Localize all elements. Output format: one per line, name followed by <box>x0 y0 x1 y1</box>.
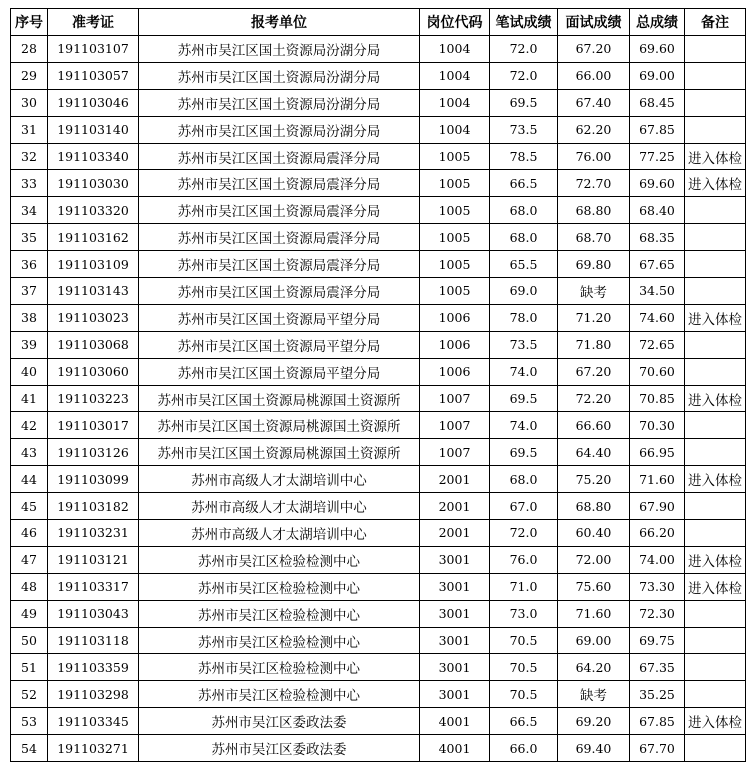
cell-total-score: 67.90 <box>630 493 685 520</box>
cell-unit: 苏州市吴江区国土资源局震泽分局 <box>139 143 420 170</box>
cell-unit: 苏州市吴江区国土资源局桃源国土资源所 <box>139 412 420 439</box>
cell-exam-id: 191103223 <box>48 385 139 412</box>
cell-written-score: 65.5 <box>490 251 558 278</box>
cell-total-score: 68.35 <box>630 224 685 251</box>
cell-written-score: 72.0 <box>490 62 558 89</box>
cell-total-score: 69.75 <box>630 627 685 654</box>
table-row <box>11 708 746 735</box>
cell-unit: 苏州市吴江区检验检测中心 <box>139 627 420 654</box>
table-row <box>11 600 746 627</box>
cell-exam-id: 191103162 <box>48 224 139 251</box>
cell-interview-score: 69.20 <box>558 708 630 735</box>
cell-exam-id: 191103271 <box>48 735 139 762</box>
table-row <box>11 573 746 600</box>
cell-unit: 苏州市吴江区国土资源局震泽分局 <box>139 170 420 197</box>
cell-total-score: 70.60 <box>630 358 685 385</box>
cell-remarks <box>685 681 746 708</box>
table-row <box>11 89 746 116</box>
cell-interview-score: 66.00 <box>558 62 630 89</box>
cell-seq: 45 <box>11 493 48 520</box>
cell-exam-id: 191103126 <box>48 439 139 466</box>
cell-interview-score: 71.60 <box>558 600 630 627</box>
cell-total-score: 69.60 <box>630 36 685 63</box>
table-body <box>11 36 746 762</box>
cell-remarks <box>685 439 746 466</box>
cell-interview-score: 62.20 <box>558 116 630 143</box>
cell-interview-score: 72.70 <box>558 170 630 197</box>
cell-exam-id: 191103231 <box>48 520 139 547</box>
header-exam-id: 准考证 <box>48 9 139 36</box>
table-row <box>11 304 746 331</box>
cell-position-code: 1005 <box>420 278 490 305</box>
cell-exam-id: 191103317 <box>48 573 139 600</box>
cell-seq: 38 <box>11 304 48 331</box>
cell-position-code: 1007 <box>420 439 490 466</box>
cell-unit: 苏州市吴江区国土资源局震泽分局 <box>139 224 420 251</box>
cell-interview-score: 75.20 <box>558 466 630 493</box>
cell-total-score: 71.60 <box>630 466 685 493</box>
table-row <box>11 170 746 197</box>
cell-total-score: 72.30 <box>630 600 685 627</box>
cell-written-score: 76.0 <box>490 546 558 573</box>
cell-total-score: 74.00 <box>630 546 685 573</box>
cell-position-code: 3001 <box>420 654 490 681</box>
cell-remarks <box>685 197 746 224</box>
cell-exam-id: 191103320 <box>48 197 139 224</box>
table-row <box>11 681 746 708</box>
cell-remarks <box>685 89 746 116</box>
cell-position-code: 1005 <box>420 197 490 224</box>
table-row <box>11 62 746 89</box>
cell-unit: 苏州市吴江区检验检测中心 <box>139 573 420 600</box>
cell-interview-score: 60.40 <box>558 520 630 547</box>
cell-interview-score: 67.20 <box>558 358 630 385</box>
cell-total-score: 35.25 <box>630 681 685 708</box>
cell-total-score: 73.30 <box>630 573 685 600</box>
header-written-score: 笔试成绩 <box>490 9 558 36</box>
cell-remarks <box>685 224 746 251</box>
cell-unit: 苏州市吴江区国土资源局平望分局 <box>139 331 420 358</box>
cell-position-code: 3001 <box>420 681 490 708</box>
cell-unit: 苏州市吴江区委政法委 <box>139 708 420 735</box>
cell-seq: 40 <box>11 358 48 385</box>
table-row <box>11 735 746 762</box>
table-row <box>11 385 746 412</box>
cell-seq: 32 <box>11 143 48 170</box>
header-total-score: 总成绩 <box>630 9 685 36</box>
cell-position-code: 3001 <box>420 627 490 654</box>
cell-seq: 28 <box>11 36 48 63</box>
cell-exam-id: 191103340 <box>48 143 139 170</box>
cell-seq: 30 <box>11 89 48 116</box>
cell-unit: 苏州市吴江区国土资源局汾湖分局 <box>139 62 420 89</box>
cell-exam-id: 191103118 <box>48 627 139 654</box>
cell-total-score: 67.35 <box>630 654 685 681</box>
header-remarks: 备注 <box>685 9 746 36</box>
cell-remarks: 进入体检 <box>685 466 746 493</box>
cell-exam-id: 191103182 <box>48 493 139 520</box>
cell-interview-score: 68.80 <box>558 493 630 520</box>
table-row <box>11 412 746 439</box>
cell-written-score: 69.5 <box>490 439 558 466</box>
cell-written-score: 69.0 <box>490 278 558 305</box>
cell-unit: 苏州市吴江区国土资源局汾湖分局 <box>139 36 420 63</box>
header-interview-score: 面试成绩 <box>558 9 630 36</box>
cell-seq: 49 <box>11 600 48 627</box>
cell-position-code: 1004 <box>420 89 490 116</box>
cell-interview-score: 67.40 <box>558 89 630 116</box>
cell-unit: 苏州市吴江区国土资源局震泽分局 <box>139 197 420 224</box>
cell-position-code: 3001 <box>420 573 490 600</box>
cell-unit: 苏州市吴江区国土资源局平望分局 <box>139 304 420 331</box>
cell-position-code: 1006 <box>420 331 490 358</box>
cell-unit: 苏州市高级人才太湖培训中心 <box>139 520 420 547</box>
cell-total-score: 68.45 <box>630 89 685 116</box>
cell-remarks <box>685 331 746 358</box>
cell-written-score: 69.5 <box>490 89 558 116</box>
cell-total-score: 68.40 <box>630 197 685 224</box>
cell-interview-score: 68.80 <box>558 197 630 224</box>
cell-remarks <box>685 735 746 762</box>
cell-seq: 36 <box>11 251 48 278</box>
cell-remarks <box>685 36 746 63</box>
cell-seq: 50 <box>11 627 48 654</box>
cell-remarks <box>685 520 746 547</box>
cell-unit: 苏州市吴江区国土资源局震泽分局 <box>139 278 420 305</box>
cell-seq: 44 <box>11 466 48 493</box>
cell-total-score: 34.50 <box>630 278 685 305</box>
header-seq: 序号 <box>11 9 48 36</box>
cell-exam-id: 191103298 <box>48 681 139 708</box>
cell-position-code: 4001 <box>420 708 490 735</box>
table-row <box>11 36 746 63</box>
cell-unit: 苏州市吴江区国土资源局震泽分局 <box>139 251 420 278</box>
cell-position-code: 2001 <box>420 466 490 493</box>
cell-remarks <box>685 493 746 520</box>
table-row <box>11 278 746 305</box>
header-unit: 报考单位 <box>139 9 420 36</box>
table-row <box>11 224 746 251</box>
table-row <box>11 439 746 466</box>
cell-remarks: 进入体检 <box>685 304 746 331</box>
table-row <box>11 251 746 278</box>
cell-position-code: 1004 <box>420 36 490 63</box>
cell-written-score: 70.5 <box>490 654 558 681</box>
cell-written-score: 71.0 <box>490 573 558 600</box>
cell-seq: 37 <box>11 278 48 305</box>
cell-exam-id: 191103140 <box>48 116 139 143</box>
cell-written-score: 67.0 <box>490 493 558 520</box>
cell-unit: 苏州市吴江区检验检测中心 <box>139 546 420 573</box>
cell-written-score: 73.0 <box>490 600 558 627</box>
cell-written-score: 72.0 <box>490 520 558 547</box>
cell-exam-id: 191103359 <box>48 654 139 681</box>
cell-position-code: 3001 <box>420 600 490 627</box>
cell-exam-id: 191103109 <box>48 251 139 278</box>
cell-unit: 苏州市吴江区国土资源局桃源国土资源所 <box>139 385 420 412</box>
cell-total-score: 70.85 <box>630 385 685 412</box>
cell-interview-score: 67.20 <box>558 36 630 63</box>
cell-total-score: 66.95 <box>630 439 685 466</box>
cell-written-score: 74.0 <box>490 358 558 385</box>
cell-position-code: 1007 <box>420 412 490 439</box>
cell-written-score: 70.5 <box>490 681 558 708</box>
table-row <box>11 197 746 224</box>
cell-exam-id: 191103060 <box>48 358 139 385</box>
cell-unit: 苏州市吴江区国土资源局平望分局 <box>139 358 420 385</box>
cell-total-score: 66.20 <box>630 520 685 547</box>
cell-interview-score: 64.20 <box>558 654 630 681</box>
cell-remarks <box>685 654 746 681</box>
cell-remarks <box>685 251 746 278</box>
cell-unit: 苏州市吴江区检验检测中心 <box>139 681 420 708</box>
cell-remarks <box>685 278 746 305</box>
cell-position-code: 1005 <box>420 143 490 170</box>
cell-total-score: 67.85 <box>630 116 685 143</box>
cell-remarks <box>685 358 746 385</box>
cell-interview-score: 66.60 <box>558 412 630 439</box>
cell-seq: 51 <box>11 654 48 681</box>
cell-seq: 41 <box>11 385 48 412</box>
cell-interview-score: 76.00 <box>558 143 630 170</box>
cell-unit: 苏州市吴江区委政法委 <box>139 735 420 762</box>
cell-interview-score: 69.80 <box>558 251 630 278</box>
table-row <box>11 116 746 143</box>
table-row <box>11 143 746 170</box>
cell-position-code: 1005 <box>420 224 490 251</box>
cell-interview-score: 75.60 <box>558 573 630 600</box>
cell-written-score: 70.5 <box>490 627 558 654</box>
cell-unit: 苏州市高级人才太湖培训中心 <box>139 466 420 493</box>
cell-remarks <box>685 412 746 439</box>
cell-total-score: 69.60 <box>630 170 685 197</box>
cell-written-score: 78.0 <box>490 304 558 331</box>
cell-written-score: 72.0 <box>490 36 558 63</box>
cell-exam-id: 191103143 <box>48 278 139 305</box>
cell-seq: 54 <box>11 735 48 762</box>
cell-position-code: 4001 <box>420 735 490 762</box>
cell-remarks <box>685 62 746 89</box>
cell-interview-score: 68.70 <box>558 224 630 251</box>
table-row <box>11 466 746 493</box>
cell-exam-id: 191103057 <box>48 62 139 89</box>
cell-unit: 苏州市吴江区检验检测中心 <box>139 600 420 627</box>
cell-remarks: 进入体检 <box>685 546 746 573</box>
cell-exam-id: 191103068 <box>48 331 139 358</box>
cell-total-score: 67.85 <box>630 708 685 735</box>
cell-interview-score: 缺考 <box>558 278 630 305</box>
table-row <box>11 358 746 385</box>
cell-total-score: 72.65 <box>630 331 685 358</box>
cell-seq: 34 <box>11 197 48 224</box>
cell-written-score: 68.0 <box>490 224 558 251</box>
cell-seq: 39 <box>11 331 48 358</box>
cell-remarks: 进入体检 <box>685 573 746 600</box>
cell-written-score: 74.0 <box>490 412 558 439</box>
cell-remarks <box>685 116 746 143</box>
cell-interview-score: 71.20 <box>558 304 630 331</box>
cell-remarks <box>685 627 746 654</box>
cell-seq: 46 <box>11 520 48 547</box>
table-row <box>11 493 746 520</box>
cell-remarks <box>685 600 746 627</box>
cell-unit: 苏州市吴江区检验检测中心 <box>139 654 420 681</box>
table-row <box>11 654 746 681</box>
score-table <box>10 8 746 762</box>
cell-unit: 苏州市吴江区国土资源局桃源国土资源所 <box>139 439 420 466</box>
cell-seq: 43 <box>11 439 48 466</box>
cell-exam-id: 191103107 <box>48 36 139 63</box>
cell-total-score: 74.60 <box>630 304 685 331</box>
cell-position-code: 1006 <box>420 304 490 331</box>
cell-unit: 苏州市高级人才太湖培训中心 <box>139 493 420 520</box>
cell-interview-score: 71.80 <box>558 331 630 358</box>
cell-written-score: 66.5 <box>490 708 558 735</box>
cell-interview-score: 72.00 <box>558 546 630 573</box>
cell-remarks: 进入体检 <box>685 143 746 170</box>
cell-remarks: 进入体检 <box>685 170 746 197</box>
cell-seq: 42 <box>11 412 48 439</box>
cell-interview-score: 69.40 <box>558 735 630 762</box>
cell-written-score: 69.5 <box>490 385 558 412</box>
cell-seq: 35 <box>11 224 48 251</box>
cell-interview-score: 64.40 <box>558 439 630 466</box>
cell-interview-score: 缺考 <box>558 681 630 708</box>
cell-position-code: 3001 <box>420 546 490 573</box>
table-row <box>11 520 746 547</box>
cell-remarks: 进入体检 <box>685 385 746 412</box>
cell-exam-id: 191103345 <box>48 708 139 735</box>
cell-position-code: 1004 <box>420 62 490 89</box>
cell-written-score: 68.0 <box>490 197 558 224</box>
cell-written-score: 73.5 <box>490 116 558 143</box>
cell-seq: 52 <box>11 681 48 708</box>
cell-position-code: 1005 <box>420 170 490 197</box>
cell-written-score: 73.5 <box>490 331 558 358</box>
cell-written-score: 66.5 <box>490 170 558 197</box>
table-row <box>11 546 746 573</box>
cell-exam-id: 191103043 <box>48 600 139 627</box>
cell-unit: 苏州市吴江区国土资源局汾湖分局 <box>139 116 420 143</box>
header-row <box>11 9 746 36</box>
header-position-code: 岗位代码 <box>420 9 490 36</box>
cell-written-score: 66.0 <box>490 735 558 762</box>
cell-seq: 29 <box>11 62 48 89</box>
table-row <box>11 627 746 654</box>
cell-seq: 31 <box>11 116 48 143</box>
cell-remarks: 进入体检 <box>685 708 746 735</box>
cell-exam-id: 191103017 <box>48 412 139 439</box>
cell-total-score: 67.70 <box>630 735 685 762</box>
cell-total-score: 70.30 <box>630 412 685 439</box>
cell-position-code: 1005 <box>420 251 490 278</box>
table-header <box>11 9 746 36</box>
cell-position-code: 2001 <box>420 493 490 520</box>
cell-position-code: 1007 <box>420 385 490 412</box>
cell-exam-id: 191103030 <box>48 170 139 197</box>
cell-interview-score: 69.00 <box>558 627 630 654</box>
cell-total-score: 69.00 <box>630 62 685 89</box>
cell-position-code: 2001 <box>420 520 490 547</box>
cell-seq: 48 <box>11 573 48 600</box>
cell-written-score: 78.5 <box>490 143 558 170</box>
cell-written-score: 68.0 <box>490 466 558 493</box>
cell-total-score: 77.25 <box>630 143 685 170</box>
cell-interview-score: 72.20 <box>558 385 630 412</box>
cell-exam-id: 191103046 <box>48 89 139 116</box>
table-row <box>11 331 746 358</box>
cell-seq: 53 <box>11 708 48 735</box>
cell-seq: 33 <box>11 170 48 197</box>
cell-exam-id: 191103121 <box>48 546 139 573</box>
cell-seq: 47 <box>11 546 48 573</box>
cell-unit: 苏州市吴江区国土资源局汾湖分局 <box>139 89 420 116</box>
cell-position-code: 1004 <box>420 116 490 143</box>
cell-exam-id: 191103099 <box>48 466 139 493</box>
cell-exam-id: 191103023 <box>48 304 139 331</box>
cell-position-code: 1006 <box>420 358 490 385</box>
cell-total-score: 67.65 <box>630 251 685 278</box>
